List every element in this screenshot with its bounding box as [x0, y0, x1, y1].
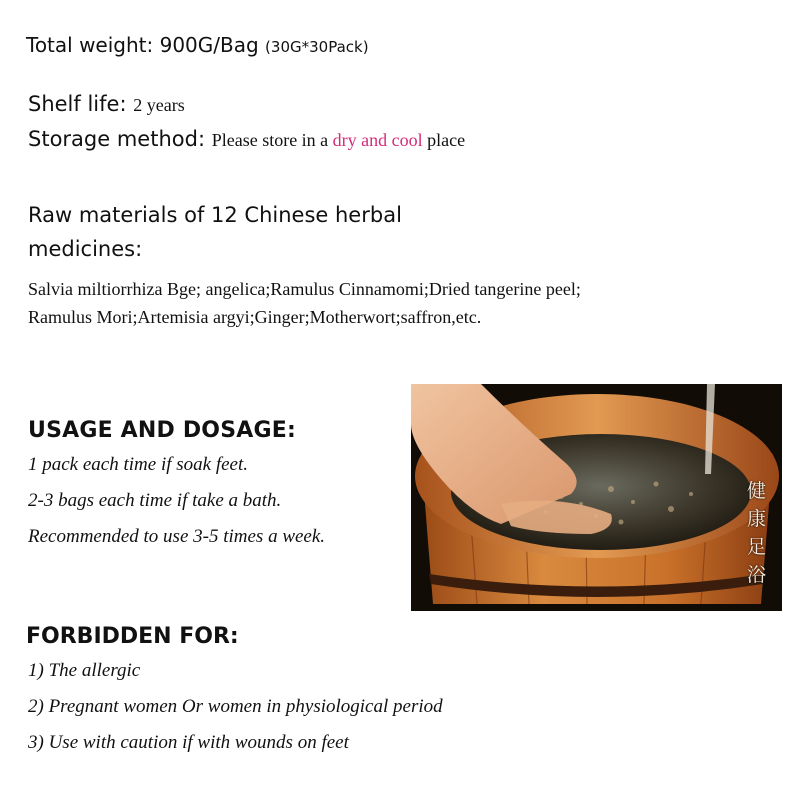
caption-char: 浴 — [746, 564, 766, 586]
caption-char: 健 — [746, 480, 766, 502]
storage-method-value — [212, 130, 465, 150]
usage-item: 2-3 bags each time if take a bath. — [28, 490, 282, 511]
total-weight — [26, 33, 369, 57]
forbidden-item: 2) Pregnant women Or women in physiological period — [28, 696, 443, 717]
storage-value-pre: Please store in a — [211, 130, 329, 150]
raw-materials-list-line2: Ramulus Mori;Artemisia argyi;Ginger;Motherwort;saffron,etc. — [28, 307, 482, 327]
usage-item: Recommended to use 3-5 times a week. — [28, 526, 326, 547]
total-weight-label: Total weight: 900G/Bag — [26, 33, 259, 57]
storage-method-label: Storage method: — [28, 127, 206, 151]
shelf-life — [28, 92, 185, 116]
forbidden-item: 3) Use with caution if with wounds on feet — [28, 732, 349, 753]
forbidden-item: 1) The allergic — [28, 660, 141, 681]
foot-bath-photo — [411, 384, 782, 611]
raw-materials-list — [28, 275, 581, 331]
shelf-life-label: Shelf life: — [28, 92, 127, 116]
storage-value-post: place — [427, 130, 466, 150]
storage-value-highlight: dry and cool — [332, 130, 423, 150]
shelf-life-value: 2 years — [133, 95, 185, 115]
foot-bath-illustration — [411, 384, 782, 611]
caption-char: 康 — [746, 508, 766, 530]
raw-materials-title-line1: Raw materials of 12 Chinese herbal — [28, 203, 402, 227]
forbidden-title: FORBIDDEN FOR: — [26, 624, 239, 649]
raw-materials-title-line2: medicines: — [28, 237, 143, 261]
usage-title: USAGE AND DOSAGE: — [28, 418, 296, 443]
raw-materials-title — [28, 198, 402, 266]
usage-item: 1 pack each time if soak feet. — [28, 454, 249, 475]
total-weight-detail: (30G*30Pack) — [265, 38, 369, 56]
storage-method — [28, 127, 465, 151]
caption-char: 足 — [746, 536, 766, 558]
raw-materials-list-line1: Salvia miltiorrhiza Bge; angelica;Ramulus Cinnamomi;Dried tangerine peel; — [28, 279, 581, 299]
